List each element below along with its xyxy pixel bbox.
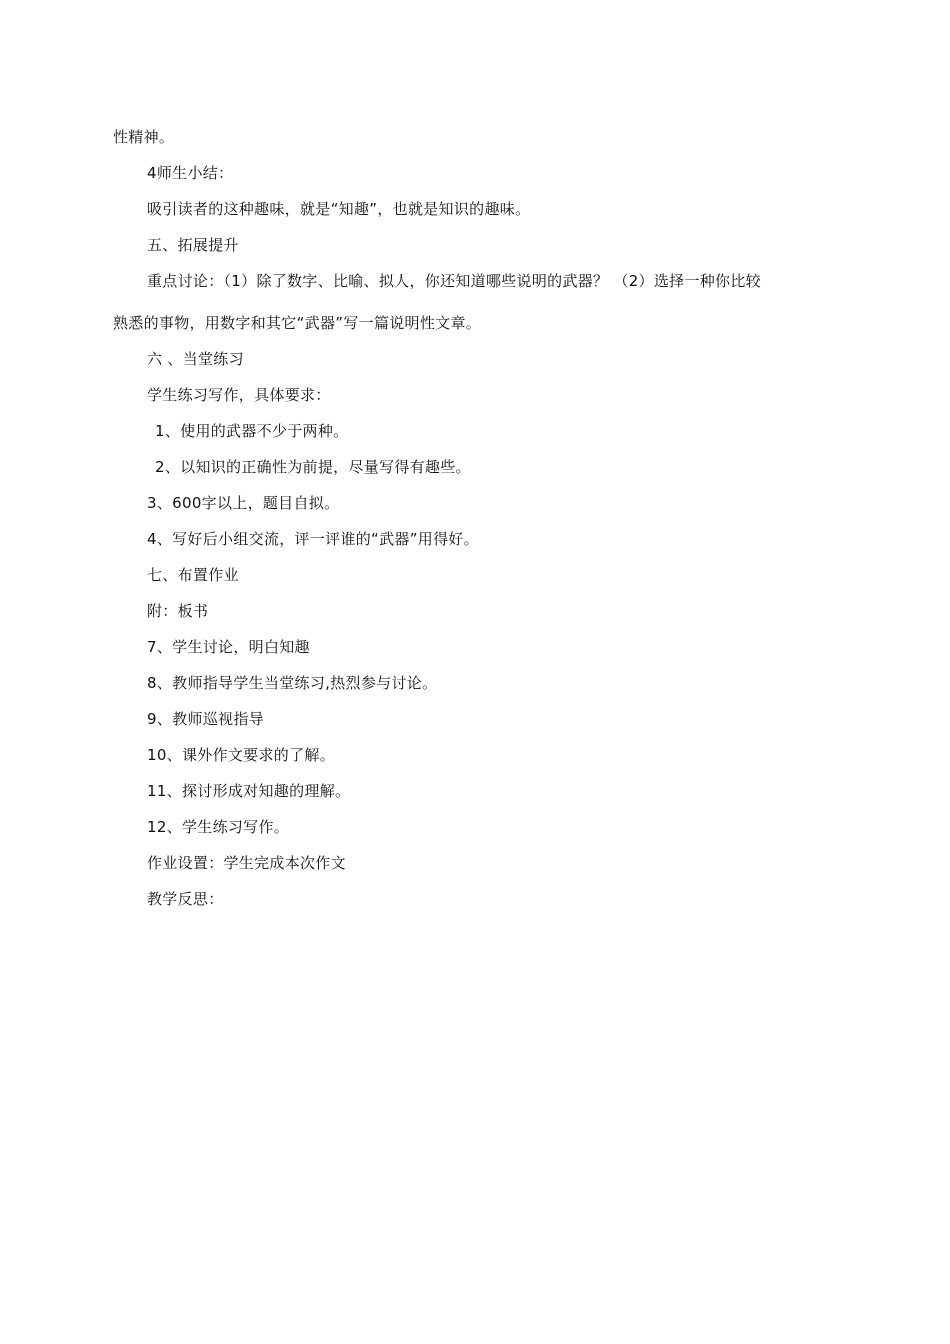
list-item: 3、600字以上，题目自拟。 <box>147 494 340 512</box>
section-heading: 六 、当堂练习 <box>147 350 244 368</box>
section-heading: 五、拓展提升 <box>147 236 239 254</box>
list-item: 12、学生练习写作。 <box>147 818 290 836</box>
list-item: 9、教师巡视指导 <box>147 710 264 728</box>
list-item: 4、写好后小组交流，评一评谁的“武器”用得好。 <box>147 530 479 548</box>
text-line: 4师生小结： <box>147 164 234 182</box>
text-line: 吸引读者的这种趣味，就是“知趣”，也就是知识的趣味。 <box>147 200 531 218</box>
list-item: 1、使用的武器不少于两种。 <box>155 422 349 440</box>
list-item: 10、课外作文要求的了解。 <box>147 746 335 764</box>
list-item: 7、学生讨论，明白知趣 <box>147 638 310 656</box>
text-line: 性精神。 <box>113 128 175 146</box>
section-heading: 七、布置作业 <box>147 566 239 584</box>
text-line: 学生练习写作，具体要求： <box>147 386 331 404</box>
text-line: 熟悉的事物，用数字和其它“武器”写一篇说明性文章。 <box>113 314 482 332</box>
text-line: 教学反思： <box>147 890 224 908</box>
list-item: 11、探讨形成对知趣的理解。 <box>147 782 351 800</box>
text-line: 作业设置：学生完成本次作文 <box>147 854 346 872</box>
text-line: 附：板书 <box>147 602 209 620</box>
list-item: 8、教师指导学生当堂练习,热烈参与讨论。 <box>147 674 438 692</box>
text-line: 重点讨论：（1）除了数字、比喻、拟人，你还知道哪些说明的武器？ （2）选择一种你比较 <box>147 272 761 290</box>
list-item: 2、以知识的正确性为前提，尽量写得有趣些。 <box>155 458 471 476</box>
